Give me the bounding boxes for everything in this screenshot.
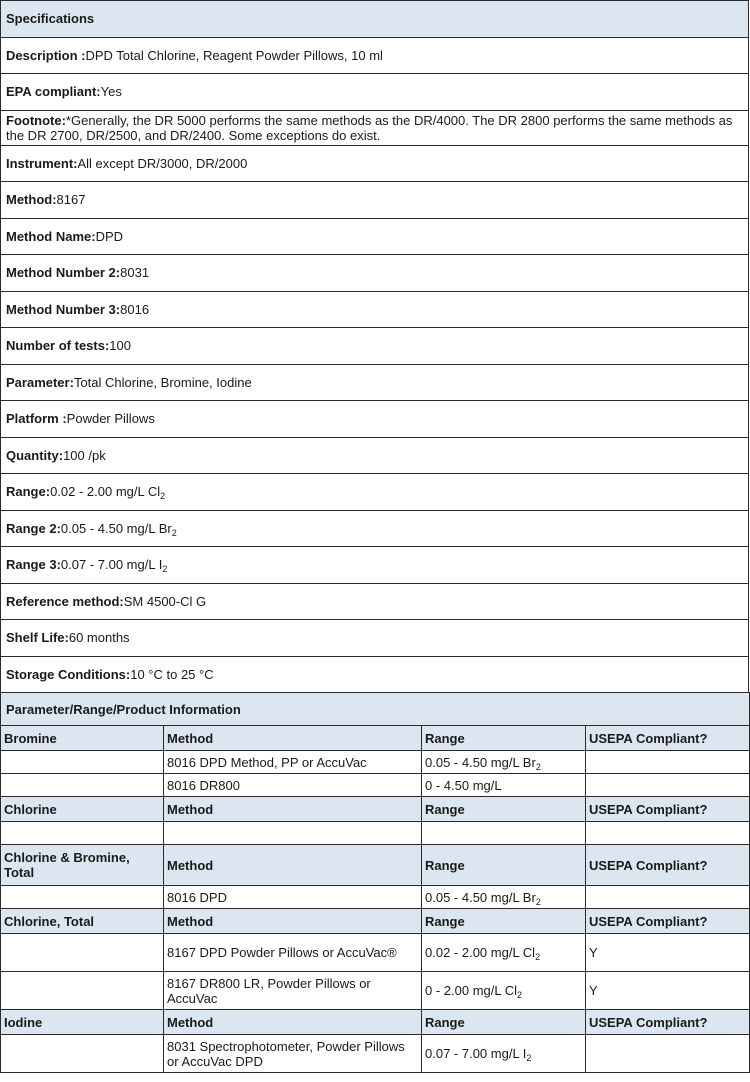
compliant-cell bbox=[586, 822, 750, 845]
spec-label: Method Number 3: bbox=[6, 301, 121, 317]
parameter-name: Chlorine bbox=[1, 797, 164, 822]
spec-cell bbox=[1, 474, 749, 511]
spec-value: DPD bbox=[95, 228, 124, 244]
range-value: 0.05 - 4.50 mg/L Br bbox=[425, 754, 536, 770]
method-column-header: Method bbox=[164, 726, 422, 751]
spec-row bbox=[1, 145, 749, 182]
spec-cell bbox=[1, 547, 749, 584]
spec-row bbox=[1, 37, 749, 74]
method-cell: 8167 DPD Powder Pillows or AccuVac® bbox=[164, 934, 422, 972]
spec-label: Platform : bbox=[6, 411, 67, 427]
spec-label: Footnote: bbox=[6, 112, 66, 128]
spec-cell bbox=[1, 110, 749, 145]
spec-value: Yes bbox=[100, 84, 122, 100]
spec-value: 100 bbox=[109, 338, 131, 354]
spec-label: Description : bbox=[6, 47, 86, 63]
spec-cell bbox=[1, 291, 749, 328]
spec-cell bbox=[1, 364, 749, 401]
spec-row bbox=[1, 510, 749, 547]
parameter-cell bbox=[1, 934, 164, 972]
method-row bbox=[1, 1035, 750, 1073]
spec-row bbox=[1, 547, 749, 584]
spec-value: 8016 bbox=[120, 301, 150, 317]
method-column-header: Method bbox=[164, 797, 422, 822]
compliant-column-header: USEPA Compliant? bbox=[586, 845, 750, 886]
parameter-name: Chlorine & Bromine, Total bbox=[1, 845, 164, 886]
method-column-header: Method bbox=[164, 1010, 422, 1035]
compliant-column-header: USEPA Compliant? bbox=[586, 726, 750, 751]
spec-row bbox=[1, 110, 749, 145]
spec-cell bbox=[1, 182, 749, 219]
range-cell bbox=[422, 751, 586, 774]
parameter-name: Bromine bbox=[1, 726, 164, 751]
compliant-column-header: USEPA Compliant? bbox=[586, 1010, 750, 1035]
spec-row bbox=[1, 218, 749, 255]
spec-value-subscript: 2 bbox=[171, 527, 177, 538]
spec-value: 10 °C to 25 °C bbox=[130, 666, 214, 682]
spec-row bbox=[1, 364, 749, 401]
spec-value: 8167 bbox=[56, 192, 86, 208]
spec-value: Total Chlorine, Bromine, Iodine bbox=[73, 374, 252, 390]
spec-value: All except DR/3000, DR/2000 bbox=[77, 155, 248, 171]
spec-row bbox=[1, 620, 749, 657]
range-value: 0.05 - 4.50 mg/L Br bbox=[425, 889, 536, 905]
spec-label: Storage Conditions: bbox=[6, 666, 131, 682]
range-cell bbox=[422, 774, 586, 797]
spec-label: Shelf Life: bbox=[6, 630, 69, 646]
specifications-title: Specifications bbox=[1, 1, 749, 38]
spec-label: Quantity: bbox=[6, 447, 64, 463]
parameter-name: Iodine bbox=[1, 1010, 164, 1035]
compliant-cell bbox=[586, 774, 750, 797]
parameter-header-row bbox=[1, 909, 750, 934]
spec-row bbox=[1, 583, 749, 620]
product-info-header bbox=[1, 693, 750, 726]
spec-label: Parameter: bbox=[6, 374, 74, 390]
spec-cell bbox=[1, 620, 749, 657]
spec-row bbox=[1, 255, 749, 292]
spec-label: Range 2: bbox=[6, 520, 61, 536]
spec-value: 0.05 - 4.50 mg/L Br bbox=[60, 520, 172, 536]
parameter-cell bbox=[1, 774, 164, 797]
range-column-header: Range bbox=[422, 1010, 586, 1035]
range-cell bbox=[422, 1035, 586, 1073]
method-cell: 8016 DPD bbox=[164, 886, 422, 909]
spec-value: 0.02 - 2.00 mg/L Cl bbox=[50, 484, 161, 500]
method-cell: 8167 DR800 LR, Powder Pillows or AccuVac bbox=[164, 972, 422, 1010]
compliant-cell: Y bbox=[586, 934, 750, 972]
method-row bbox=[1, 822, 750, 845]
range-cell bbox=[422, 886, 586, 909]
spec-label: EPA compliant: bbox=[6, 84, 101, 100]
method-row bbox=[1, 886, 750, 909]
method-row bbox=[1, 972, 750, 1010]
spec-row bbox=[1, 291, 749, 328]
range-column-header: Range bbox=[422, 909, 586, 934]
method-row bbox=[1, 751, 750, 774]
spec-value: 8031 bbox=[120, 265, 150, 281]
range-value: 0.07 - 7.00 mg/L I bbox=[425, 1046, 527, 1061]
spec-row bbox=[1, 182, 749, 219]
method-cell bbox=[164, 822, 422, 845]
spec-value: 100 /pk bbox=[63, 447, 106, 463]
method-cell: 8016 DPD Method, PP or AccuVac bbox=[164, 751, 422, 774]
spec-label: Range 3: bbox=[6, 557, 61, 573]
parameter-cell bbox=[1, 886, 164, 909]
spec-row bbox=[1, 74, 749, 111]
spec-row bbox=[1, 474, 749, 511]
range-subscript: 2 bbox=[517, 990, 523, 1000]
spec-row bbox=[1, 437, 749, 474]
compliant-cell: Y bbox=[586, 972, 750, 1010]
spec-label: Number of tests: bbox=[6, 338, 110, 354]
compliant-column-header: USEPA Compliant? bbox=[586, 797, 750, 822]
spec-cell bbox=[1, 255, 749, 292]
spec-row bbox=[1, 656, 749, 693]
method-cell: 8031 Spectrophotometer, Powder Pillows or AccuVac DPD bbox=[164, 1035, 422, 1073]
spec-value: 0.07 - 7.00 mg/L I bbox=[60, 557, 163, 573]
spec-value: 60 months bbox=[68, 630, 130, 646]
spec-value: *Generally, the DR 5000 performs the same methods as the DR/4000. The DR 2800 performs the same methods as the DR 2700, DR/2500, and DR/2400. Some exceptions do exist. bbox=[6, 112, 733, 143]
spec-label: Instrument: bbox=[6, 155, 78, 171]
parameter-header-row bbox=[1, 1010, 750, 1035]
parameter-name: Chlorine, Total bbox=[1, 909, 164, 934]
spec-value: SM 4500-Cl G bbox=[123, 593, 207, 609]
spec-value-subscript: 2 bbox=[162, 564, 168, 575]
range-subscript: 2 bbox=[535, 896, 541, 907]
parameter-cell bbox=[1, 1035, 164, 1073]
spec-cell bbox=[1, 510, 749, 547]
range-value: 0.02 - 2.00 mg/L Cl bbox=[425, 945, 536, 960]
spec-cell bbox=[1, 656, 749, 693]
spec-cell bbox=[1, 328, 749, 365]
product-info-title: Parameter/Range/Product Information bbox=[1, 693, 750, 726]
range-value: 0 - 2.00 mg/L Cl bbox=[425, 983, 518, 998]
parameter-cell bbox=[1, 972, 164, 1010]
spec-cell bbox=[1, 583, 749, 620]
spec-row bbox=[1, 401, 749, 438]
spec-label: Reference method: bbox=[6, 593, 124, 609]
spec-label: Method: bbox=[6, 192, 57, 208]
compliant-cell bbox=[586, 886, 750, 909]
range-column-header: Range bbox=[422, 726, 586, 751]
range-cell bbox=[422, 934, 586, 972]
spec-cell bbox=[1, 401, 749, 438]
compliant-cell bbox=[586, 1035, 750, 1073]
method-column-header: Method bbox=[164, 909, 422, 934]
spec-value: DPD Total Chlorine, Reagent Powder Pillows, 10 ml bbox=[85, 47, 383, 63]
method-row bbox=[1, 774, 750, 797]
spec-cell bbox=[1, 37, 749, 74]
method-column-header: Method bbox=[164, 845, 422, 886]
spec-cell bbox=[1, 437, 749, 474]
range-cell bbox=[422, 822, 586, 845]
spec-row bbox=[1, 328, 749, 365]
range-value: 0 - 4.50 mg/L bbox=[425, 777, 502, 793]
parameter-header-row bbox=[1, 845, 750, 886]
parameter-header-row bbox=[1, 797, 750, 822]
compliant-cell bbox=[586, 751, 750, 774]
range-subscript: 2 bbox=[526, 1053, 532, 1063]
spec-label: Method Number 2: bbox=[6, 265, 121, 281]
spec-cell bbox=[1, 218, 749, 255]
spec-cell bbox=[1, 145, 749, 182]
range-cell bbox=[422, 972, 586, 1010]
method-cell: 8016 DR800 bbox=[164, 774, 422, 797]
spec-value: Powder Pillows bbox=[66, 411, 155, 427]
parameter-cell bbox=[1, 822, 164, 845]
spec-cell bbox=[1, 74, 749, 111]
spec-value-subscript: 2 bbox=[160, 491, 166, 502]
specifications-header bbox=[1, 1, 749, 38]
parameter-cell bbox=[1, 751, 164, 774]
method-row bbox=[1, 934, 750, 972]
compliant-column-header: USEPA Compliant? bbox=[586, 909, 750, 934]
range-column-header: Range bbox=[422, 845, 586, 886]
range-subscript: 2 bbox=[535, 761, 541, 772]
range-subscript: 2 bbox=[535, 952, 541, 962]
parameter-header-row bbox=[1, 726, 750, 751]
spec-label: Range: bbox=[6, 484, 51, 500]
range-column-header: Range bbox=[422, 797, 586, 822]
product-info-table bbox=[0, 692, 750, 1073]
spec-label: Method Name: bbox=[6, 228, 96, 244]
